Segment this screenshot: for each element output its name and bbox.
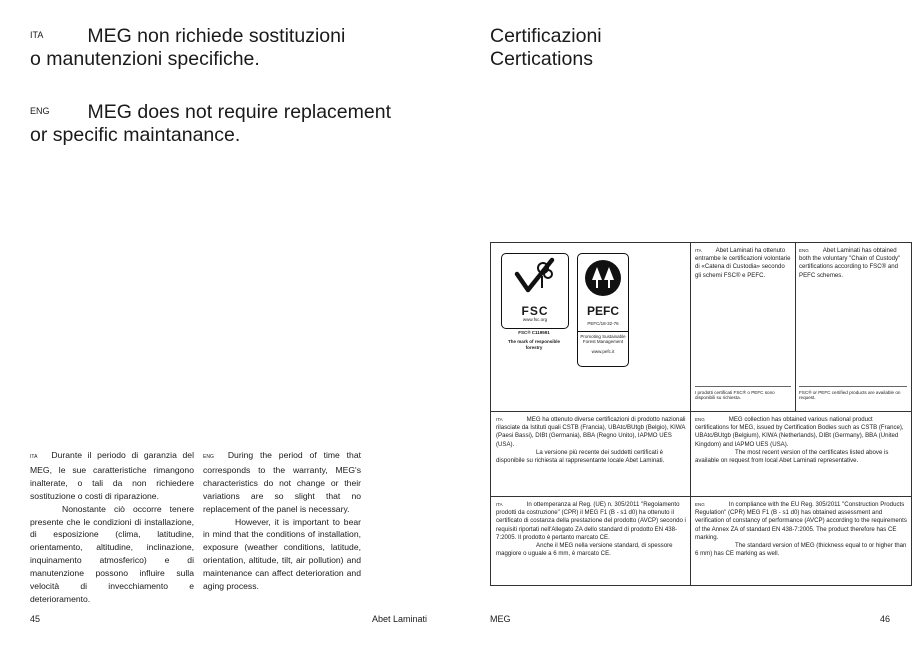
fsc-site: www.fsc.org <box>522 317 548 322</box>
ita-body-column <box>30 449 194 606</box>
eng-body-p1: During the period of time that corresponds to the warranty, MEG's characteristics do not change or their variations are so slight that no replacement of the panel is necessary. <box>203 450 361 514</box>
pefc-trees-icon <box>578 254 628 300</box>
footer-brand-left: Abet Laminati <box>372 614 428 624</box>
headline-ita-line1: MEG non richiede sostituzioni <box>87 25 346 47</box>
pefc-site: www.pefc.it <box>591 348 615 354</box>
headline-ita <box>30 25 450 71</box>
eng-body-column <box>203 449 361 593</box>
ita-body-p1: Durante il periodo di garanzia del MEG, le sue caratteristiche rimangono inalterate, o tali da non richiedere sostituzione o costi di riparazione. <box>30 450 194 501</box>
title-line2: Certications <box>490 48 593 70</box>
lang-tag: ITA <box>30 454 38 460</box>
certified-products-note-eng: FSC® or PEFC certified products are available on request. <box>799 390 901 401</box>
certification-table <box>490 242 912 586</box>
table-divider <box>491 411 911 412</box>
pefc-logo <box>577 253 629 367</box>
headline-eng-line2: or specific maintanance. <box>30 124 241 146</box>
page-title <box>490 25 602 71</box>
fsc-tagline: The mark of responsible forestry <box>507 339 560 350</box>
national-certifications-eng: ENG MEG collection has obtained various national product certifications for MEG, issued by Certification Bodies such as CSTB (France), UBAtc/BUtgb (Belgium), KIWA (Netherlands), DIBt (Germany), BBA (United Kingdom) and IAPMO UES (USA). The most recent version of the certificates listed above is available on request from local Abet Laminati representative. <box>695 416 904 465</box>
certified-products-note-ita: I prodotti certificati FSC® o PEFC sono disponibili su richiesta. <box>695 390 775 401</box>
page-number-left: 45 <box>30 614 41 624</box>
page-number-right: 46 <box>880 614 891 624</box>
chain-of-custody-eng: ENG Abet Laminati has obtained both the voluntary "Chain of Custody" certifications according to FSC® and PEFC schemes. <box>799 247 901 279</box>
chain-of-custody-ita: ITA Abet Laminati ha ottenuto entrambe le certificazioni volontarie di «Catena di Custodia» secondo gli schemi FSC® e PEFC. <box>695 247 791 279</box>
ita-body-p2: Nonostante ciò occorre tenere presente che le condizioni di installazione, di esposizione (clima, latitudine, orientamento, altitudine, inclinazione, inquinamento atmosferico) e di manutenzione possono influire sulla velocità di invecchiamento e deterioramento. <box>30 503 194 604</box>
fsc-logo <box>501 253 569 329</box>
lang-tag-ita: ITA <box>30 30 44 40</box>
title-line1: Certificazioni <box>490 25 602 47</box>
fsc-code: FSC® C119591 <box>518 330 550 335</box>
headline-eng-line1: MEG does not require replacement <box>87 101 392 123</box>
table-divider <box>795 243 796 411</box>
table-divider <box>690 243 691 585</box>
fsc-tree-check-icon <box>502 254 568 300</box>
national-certifications-ita: ITA MEG ha ottenuto diverse certificazioni di prodotto nazionali rilasciate da Istituti quali CSTB (Francia), UBAtc/BUtgb (Belgio), KIWA (Paesi Bassi), DIBt (Germania), BBA (Regno Unito), IAPMO UES (USA). La versione più recente dei suddetti certificati è disponibile su richiesta al rappresentante locale Abet Laminati. <box>496 416 686 465</box>
lang-tag-eng: ENG <box>30 106 50 116</box>
headline-ita-line2: o manutenzioni specifiche. <box>30 48 260 70</box>
pefc-code: PEFC/18-32-76 <box>587 321 619 326</box>
pefc-tagline: Promoting Sustainable Forest Management <box>580 333 626 344</box>
pefc-name: PEFC <box>586 304 619 318</box>
fsc-name: FSC <box>521 304 549 318</box>
table-divider <box>491 496 911 497</box>
lang-tag: ENG <box>203 454 214 460</box>
footer-brand-right: MEG <box>490 614 511 624</box>
headline-eng <box>30 101 450 147</box>
eng-body-p2: However, it is important to bear in mind that the conditions of installation, exposure (weather conditions, latitude, orientation, altitude, tilt, air pollution) and maintenance can affect deterioration and aging process. <box>203 516 361 592</box>
ce-marking-eng: ENG In compliance with the EU Reg. 305/2011 "Construction Products Regulation" (CPR) MEG F1 (B - s1 d0) has obtained assessment and verification of constancy of performance (AVCP) according to the requirements of the Annex ZA of standard EN 438-7:2005. The product therefore has CE marking. The standard version of MEG (thickness equal to or higher than 6 mm) has CE marking as well. <box>695 501 907 558</box>
ce-marking-ita: ITA In ottemperanza al Reg. (UE) n. 305/2011 "Regolamento prodotti da costruzione" (CPR) il MEG F1 (B - s1 d0) ha ottenuto il certificato di costanza della prestazione del prodotto (AVCP) secondo i requisiti riportati nell'Allegato ZA dello standard di prodotto EN 438-7:2005. Il prodotto è pertanto marcato CE. Anche il MEG nella versione standard, di spessore maggiore o uguale a 6 mm, è marcato CE. <box>496 501 686 558</box>
